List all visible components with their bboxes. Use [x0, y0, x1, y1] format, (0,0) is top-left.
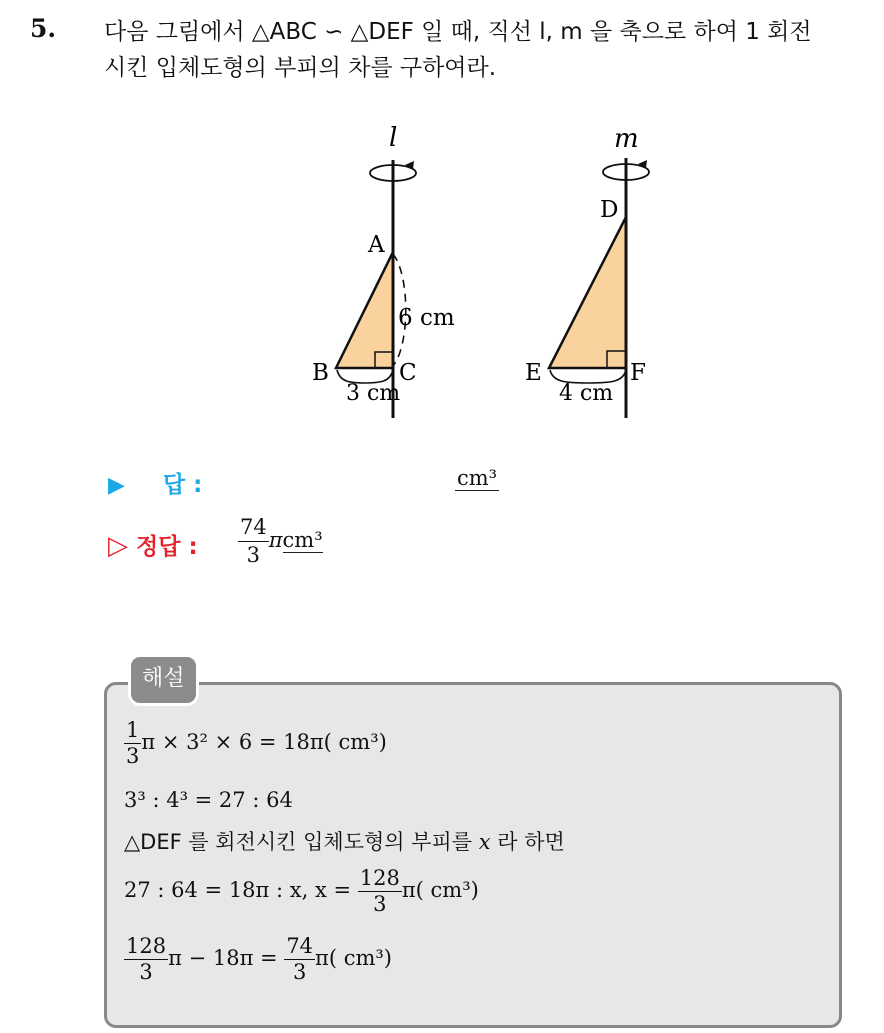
question-number: 5. — [30, 14, 57, 43]
correct-answer-value — [238, 514, 323, 569]
solution-text: 라 하면 — [490, 830, 565, 854]
correct-answer-label: 정답 : — [136, 534, 198, 560]
solution-text: △DEF 를 회전시킨 입체도형의 부피를 — [124, 830, 479, 854]
label-point-e: E — [525, 360, 542, 386]
fraction-numerator: 1 — [126, 718, 140, 742]
label-axis-l: l — [389, 123, 398, 153]
fraction — [124, 934, 168, 985]
hollow-triangle-icon: ▷ — [108, 531, 128, 561]
solution-line-2: 3³ : 4³ = 27 : 64 — [124, 788, 293, 812]
solution-text: π × 3² × 6 = 18π( cm³) — [141, 730, 387, 754]
label-point-c: C — [399, 360, 417, 386]
label-length-bc: 3 cm — [346, 381, 401, 406]
question-line-2: 시킨 입체도형의 부피의 차를 구하여라. — [104, 55, 497, 81]
solution-text: π( cm³) — [315, 946, 393, 970]
fraction-numerator: 74 — [286, 934, 314, 958]
fraction-denominator: 3 — [373, 892, 387, 916]
pi-symbol: π — [268, 528, 283, 552]
correct-unit: cm³ — [282, 528, 323, 552]
solution-text: π( cm³) — [401, 878, 479, 902]
answer-blank[interactable]: cm³ — [457, 466, 498, 490]
solution-text: 27 : 64 = 18π : x, x = — [124, 878, 358, 902]
triangle-def — [549, 217, 626, 368]
fraction-numerator: 74 — [238, 514, 269, 542]
solution-tab: 해설 — [128, 654, 199, 706]
fraction-denominator: 3 — [246, 543, 261, 567]
fraction — [358, 866, 402, 917]
solution-line-1 — [124, 718, 387, 769]
label-length-ef: 4 cm — [559, 381, 614, 406]
solution-line-3 — [124, 826, 565, 856]
fraction — [124, 718, 141, 769]
fraction-denominator: 3 — [292, 960, 307, 984]
solution-line-4 — [124, 866, 479, 917]
answer-label: 답 : — [162, 472, 203, 498]
rotation-figure — [0, 0, 884, 440]
answer-row — [108, 466, 202, 499]
fraction — [238, 514, 269, 569]
label-point-d: D — [600, 197, 619, 223]
question-line-1: 다음 그림에서 △ABC ∽ △DEF 일 때, 직선 l, m 을 축으로 하여 1 회전 — [104, 19, 812, 45]
label-point-b: B — [312, 360, 329, 386]
fraction-numerator: 128 — [359, 866, 400, 890]
label-point-a: A — [368, 232, 385, 258]
fraction-denominator: 3 — [126, 744, 140, 768]
play-triangle-icon: ▶ — [108, 473, 125, 498]
fraction — [284, 934, 315, 985]
fraction-numerator: 128 — [126, 934, 167, 958]
variable-x: x — [478, 830, 491, 854]
triangle-abc — [336, 252, 393, 368]
fraction-denominator: 3 — [139, 960, 153, 984]
label-point-f: F — [630, 360, 646, 386]
solution-text: π − 18π = — [168, 946, 285, 970]
solution-line-5 — [124, 934, 392, 985]
correct-answer-row — [108, 528, 198, 561]
label-axis-m: m — [614, 124, 639, 154]
label-length-ac: 6 cm — [398, 305, 455, 331]
